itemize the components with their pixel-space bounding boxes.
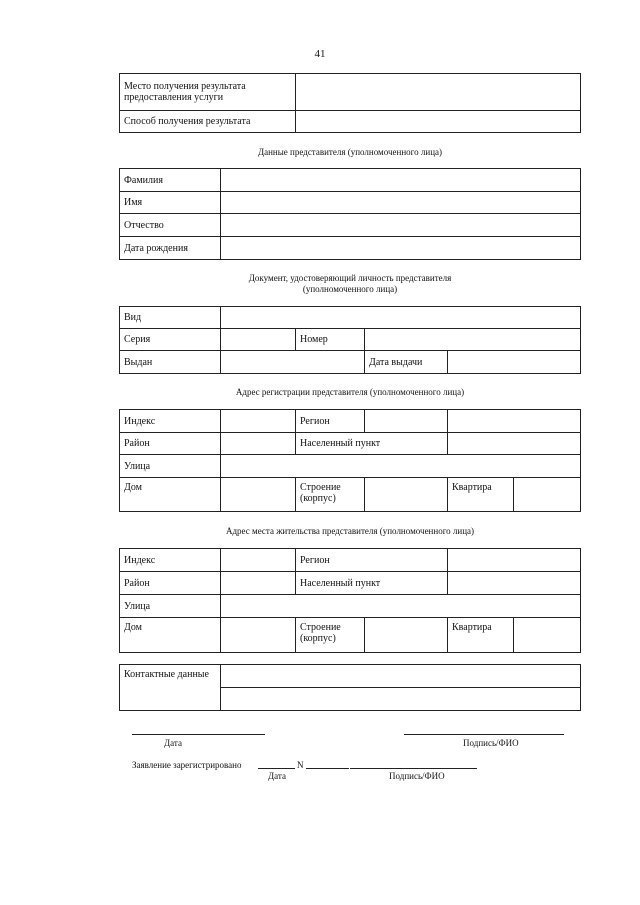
reg-apartment-field[interactable]	[514, 478, 581, 512]
result-method-field[interactable]	[296, 111, 581, 133]
doc-series-label: Серия	[120, 329, 221, 351]
name-label: Имя	[120, 192, 221, 214]
doc-issued-field[interactable]	[221, 351, 365, 374]
res-district-field[interactable]	[221, 572, 296, 595]
reg-date-label: Дата	[268, 771, 286, 781]
page-number: 41	[314, 48, 326, 60]
res-index-field[interactable]	[221, 549, 296, 572]
reg-index-label: Индекс	[120, 410, 221, 433]
reg-street-label: Улица	[120, 455, 221, 478]
date-line[interactable]	[132, 734, 265, 735]
rep-doc-table	[119, 306, 581, 374]
res-street-field[interactable]	[221, 595, 581, 618]
reg-house-label: Дом	[120, 478, 221, 512]
res-house-label: Дом	[120, 618, 221, 653]
rep-doc-caption-line1: Документ, удостоверяющий личность представителя	[248, 273, 452, 283]
number-sign: N	[297, 760, 304, 770]
res-region-field[interactable]	[448, 549, 581, 572]
result-place-label: Место получения результата предоставления услуги	[120, 74, 296, 111]
res-building-label: Строение (корпус)	[296, 618, 365, 653]
name-field[interactable]	[221, 192, 581, 214]
doc-type-label: Вид	[120, 307, 221, 329]
reg-number-line[interactable]	[306, 768, 349, 769]
reg-house-field[interactable]	[221, 478, 296, 512]
doc-type-field[interactable]	[221, 307, 581, 329]
reg-apartment-label: Квартира	[448, 478, 514, 512]
doc-issue-date-label: Дата выдачи	[365, 351, 448, 374]
reg-signature-label: Подпись/ФИО	[389, 771, 445, 781]
doc-issued-label: Выдан	[120, 351, 221, 374]
reg-building-label: Строение (корпус)	[296, 478, 365, 512]
res-index-label: Индекс	[120, 549, 221, 572]
reg-district-field[interactable]	[221, 433, 296, 455]
reg-region-label: Регион	[296, 410, 365, 433]
contacts-field-2[interactable]	[221, 688, 581, 711]
reg-building-field[interactable]	[365, 478, 448, 512]
result-place-field[interactable]	[296, 74, 581, 111]
date-label: Дата	[164, 738, 182, 748]
patronymic-field[interactable]	[221, 214, 581, 237]
res-house-field[interactable]	[221, 618, 296, 653]
res-district-label: Район	[120, 572, 221, 595]
doc-issue-date-field[interactable]	[448, 351, 581, 374]
res-street-label: Улица	[120, 595, 221, 618]
doc-number-label: Номер	[296, 329, 365, 351]
reg-locality-field[interactable]	[448, 433, 581, 455]
rep-doc-caption-line2: (уполномоченного лица)	[302, 284, 398, 294]
contacts-label: Контактные данные	[120, 665, 221, 711]
patronymic-label: Отчество	[120, 214, 221, 237]
rep-data-caption: Данные представителя (уполномоченного лица)	[257, 147, 443, 157]
reg-street-field[interactable]	[221, 455, 581, 478]
surname-field[interactable]	[221, 169, 581, 192]
result-method-label: Способ получения результата	[120, 111, 296, 133]
doc-number-field[interactable]	[365, 329, 581, 351]
res-locality-field[interactable]	[448, 572, 581, 595]
birth-date-label: Дата рождения	[120, 237, 221, 260]
reg-address-caption: Адрес регистрации представителя (уполномоченного лица)	[235, 387, 465, 397]
rep-data-table	[119, 168, 581, 260]
res-locality-label: Населенный пункт	[296, 572, 448, 595]
result-table	[119, 73, 581, 133]
birth-date-field[interactable]	[221, 237, 581, 260]
reg-region-field[interactable]	[448, 410, 581, 433]
res-region-label: Регион	[296, 549, 448, 572]
reg-address-table	[119, 409, 581, 512]
res-building-field[interactable]	[365, 618, 448, 653]
signature-line[interactable]	[404, 734, 564, 735]
reg-region-label-cell	[365, 410, 448, 433]
reg-locality-label: Населенный пункт	[296, 433, 448, 455]
registered-label: Заявление зарегистрировано	[132, 760, 242, 770]
contacts-table	[119, 664, 581, 711]
surname-label: Фамилия	[120, 169, 221, 192]
reg-index-field[interactable]	[221, 410, 296, 433]
contacts-field-1[interactable]	[221, 665, 581, 688]
res-address-table	[119, 548, 581, 653]
res-address-caption: Адрес места жительства представителя (уполномоченного лица)	[225, 526, 475, 536]
doc-series-field[interactable]	[221, 329, 296, 351]
reg-date-line[interactable]	[258, 768, 295, 769]
reg-signature-line[interactable]	[350, 768, 477, 769]
res-apartment-label: Квартира	[448, 618, 514, 653]
signature-label: Подпись/ФИО	[463, 738, 519, 748]
res-apartment-field[interactable]	[514, 618, 581, 653]
reg-district-label: Район	[120, 433, 221, 455]
